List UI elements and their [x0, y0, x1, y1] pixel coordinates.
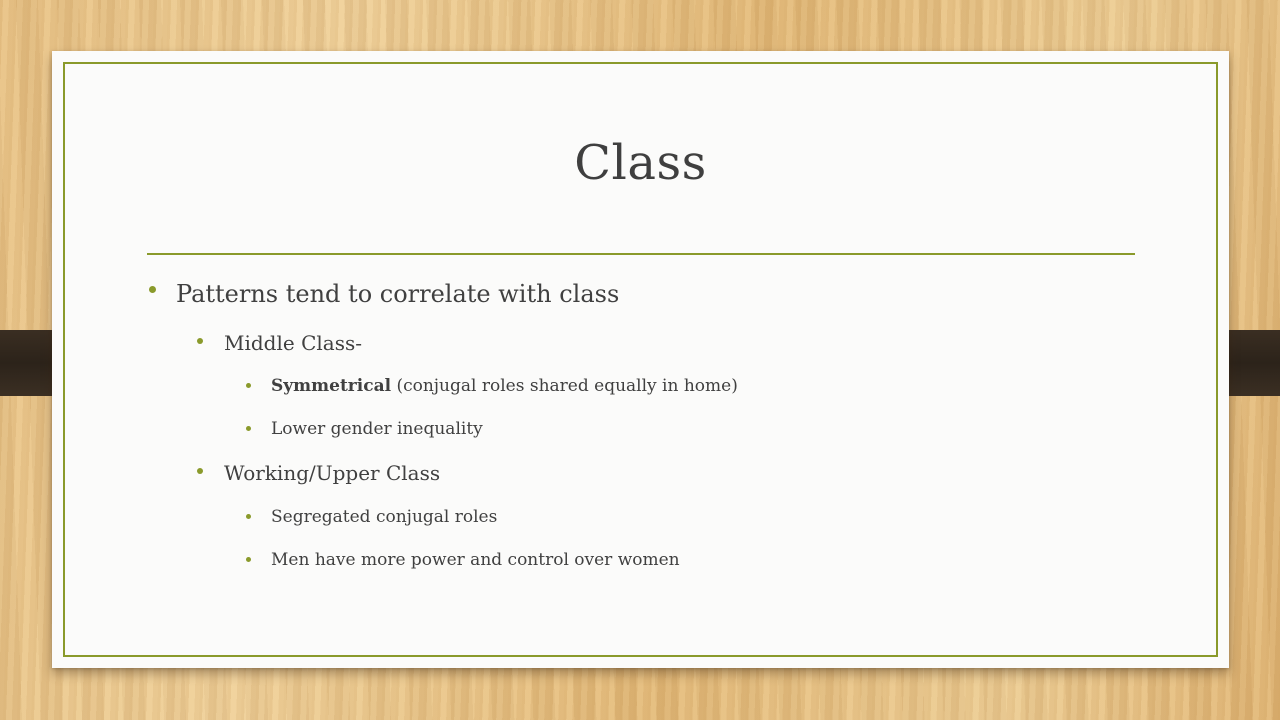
bold-term: Symmetrical	[271, 376, 392, 396]
bullet-level3: Segregated conjugal roles	[271, 507, 498, 527]
slide-title: Class	[574, 135, 707, 191]
bullet-level3: Lower gender inequality	[271, 419, 483, 439]
bullet-dot	[246, 514, 251, 519]
bullet-dot	[149, 286, 156, 293]
bullet-dot	[246, 383, 251, 388]
bullet-level2: Middle Class-	[224, 331, 362, 355]
bullet-dot	[246, 557, 251, 562]
bullet-dot	[246, 426, 251, 431]
bullet-text: (conjugal roles shared equally in home)	[391, 376, 738, 396]
slide-card	[52, 51, 1229, 668]
bullet-level3	[271, 376, 738, 396]
bullet-level1: Patterns tend to correlate with class	[176, 280, 620, 308]
bullet-level3: Men have more power and control over women	[271, 550, 680, 570]
bullet-level2: Working/Upper Class	[224, 461, 441, 485]
title-divider	[147, 253, 1135, 255]
bullet-dot	[197, 468, 203, 474]
bullet-dot	[197, 338, 203, 344]
